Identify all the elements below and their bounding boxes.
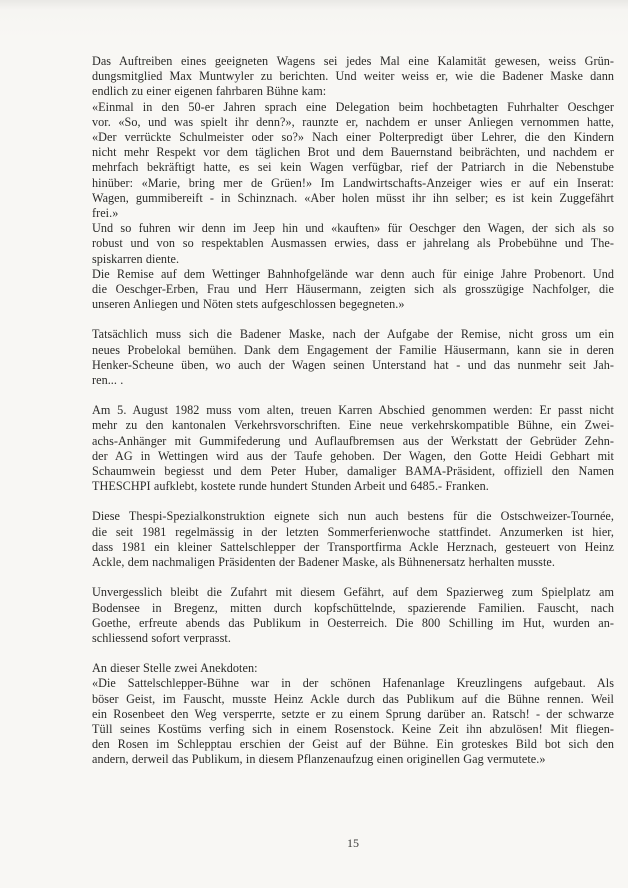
text-line: Schaumwein begiesst und dem Peter Huber, damaliger BAMA-Präsident, offiziell den Namen xyxy=(92,464,614,479)
text-line: ren... . xyxy=(92,373,124,388)
text-line: der AG in Wettingen wird aus der Taufe gehoben. Der Wagen, den Gotte Heidi Gebhart mit xyxy=(92,448,614,463)
paragraph-block xyxy=(92,585,614,646)
paragraph-block xyxy=(92,661,614,767)
text-line: robust und von so respektablen Ausmassen erwies, dass er jahrelang als Probebühne und The- xyxy=(92,236,614,251)
text-line: hinüber: «Marie, bring mer de Grüen!» Im Landwirtschafts-Anzeiger wies er auf ein Inserat: xyxy=(92,175,614,190)
text-line: Am 5. August 1982 muss vom alten, treuen Karren Abschied genommen werden: Er passt nicht xyxy=(92,403,614,418)
text-line: neues Probelokal bemühen. Dank dem Engagement der Familie Häusermann, kann sie in deren xyxy=(92,342,614,357)
text-line: «Der verrückte Schulmeister oder so?» Nach einer Polterpredigt über Lehrer, die den Kindern xyxy=(92,130,614,145)
text-line: die seit 1981 regelmässig in der letzten Sommerferienwoche stattfindet. Anzumerken ist hier, xyxy=(92,524,614,539)
text-line: schliessend sofort verprasst. xyxy=(92,630,231,645)
text-line: Und so fuhren wir denn im Jeep hin und «kauften» für Oeschger den Wagen, der sich als so xyxy=(92,221,614,236)
text-line: böser Geist, im Fauscht, musste Heinz Ackle durch das Publikum auf die Bühne rennen. Weil xyxy=(92,691,614,706)
text-line: nicht mehr Respekt vor dem täglichen Brot und dem Bauernstand beibrächten, und nachdem er xyxy=(92,145,614,160)
text-line: vor. «So, und was spielt ihr denn?», raunzte er, nachdem er unser Anliegen vernommen hatte, xyxy=(92,114,614,129)
text-line: THESCHPI aufklebt, kostete runde hundert Stunden Arbeit und 6485.- Franken. xyxy=(92,479,489,494)
text-line: Bodensee in Bregenz, mitten durch kopfschüttelnde, spazierende Familien. Fauscht, nach xyxy=(92,600,614,615)
text-line: mehrfach bekräftigt hatte, es sei kein Wagen verfügbar, rief der Patriarch in die Nebenstube xyxy=(92,160,614,175)
text-line: «Die Sattelschlepper-Bühne war in der schönen Hafenanlage Kreuzlingens aufgebaut. Als xyxy=(92,676,614,691)
text-line: andern, derweil das Publikum, in diesem Pflanzenaufzug einen originellen Gag vermutete.» xyxy=(92,752,546,767)
page-text xyxy=(92,54,614,783)
page-number: 15 xyxy=(347,836,359,850)
text-line: endlich zu einer eigenen fahrbaren Bühne kam: xyxy=(92,84,327,99)
text-line: mehr zu den kantonalen Verkehrsvorschriften. Eine neue verkehrskompatible Bühne, ein Zwei- xyxy=(92,418,614,433)
text-line: frei.» xyxy=(92,206,119,221)
text-line: den Rosen im Schlepptau erschien der Geist auf der Bühne. Ein groteskes Bild bot sich den xyxy=(92,737,614,752)
text-line: Goethe, erfreute abends das Publikum in Oesterreich. Die 800 Schilling im Hut, wurden an- xyxy=(92,615,614,630)
text-line: achs-Anhänger mit Gummifederung und Auflaufbremsen aus der Werkstatt der Gebrüder Zehn- xyxy=(92,433,614,448)
text-line: Ackle, dem nachmaligen Präsidenten der Badener Maske, als Bühnenersatz herhalten musste. xyxy=(92,555,555,570)
text-line: Unvergesslich bleibt die Zufahrt mit diesem Gefährt, auf dem Spazierweg zum Spielplatz am xyxy=(92,585,614,600)
paragraph-block xyxy=(92,327,614,388)
text-line: An dieser Stelle zwei Anekdoten: xyxy=(92,661,258,676)
paragraph-block xyxy=(92,403,614,494)
paragraph-block xyxy=(92,54,614,312)
text-line: Die Remise auf dem Wettinger Bahnhofgelände war denn auch für einige Jahre Probenort. Und xyxy=(92,266,614,281)
text-line: Das Auftreiben eines geeigneten Wagens sei jedes Mal eine Kalamität gewesen, weiss Grün- xyxy=(92,54,614,68)
text-line: ein Rosenbeet den Weg versperrte, setzte er zu einem Sprung darüber an. Ratsch! - der schwarze xyxy=(92,706,614,721)
text-line: dass 1981 ein kleiner Sattelschlepper der Transportfirma Ackle Herznach, gesteuert von Heinz xyxy=(92,539,614,554)
text-line: die Oeschger-Erben, Frau und Herr Häusermann, zeigten sich als grosszügige Nachfolger, die xyxy=(92,282,614,297)
text-line: Wagen, gummibereift - in Schinznach. «Aber holen müsst ihr ihn selber; es ist kein Zuggefährt xyxy=(92,190,614,205)
text-line: Tüll seines Kostüms verfing sich in einem Rosenstock. Keine Zeit ihn abzulösen! Mit fliegen- xyxy=(92,721,614,736)
paragraph-block xyxy=(92,509,614,570)
text-line: «Einmal in den 50-er Jahren sprach eine Delegation beim hochbetagten Fuhrhalter Oeschger xyxy=(92,99,614,114)
text-line: dungsmitglied Max Muntwyler zu berichten. Und weiter weiss er, wie die Badener Maske dann xyxy=(92,69,614,84)
text-line: Tatsächlich muss sich die Badener Maske, nach der Aufgabe der Remise, nicht gross um ein xyxy=(92,327,614,342)
text-line: unseren Anliegen und Nöten stets aufgeschlossen begegneten.» xyxy=(92,297,405,312)
text-line: spiskarren diente. xyxy=(92,251,180,266)
text-line: Henker-Scheune üben, wo auch der Wagen seinen Unterstand hat - und das nunmehr seit Jah- xyxy=(92,357,614,372)
text-line: Diese Thespi-Spezialkonstruktion eignete sich nun auch bestens für die Ostschweizer-Tournée, xyxy=(92,509,614,524)
